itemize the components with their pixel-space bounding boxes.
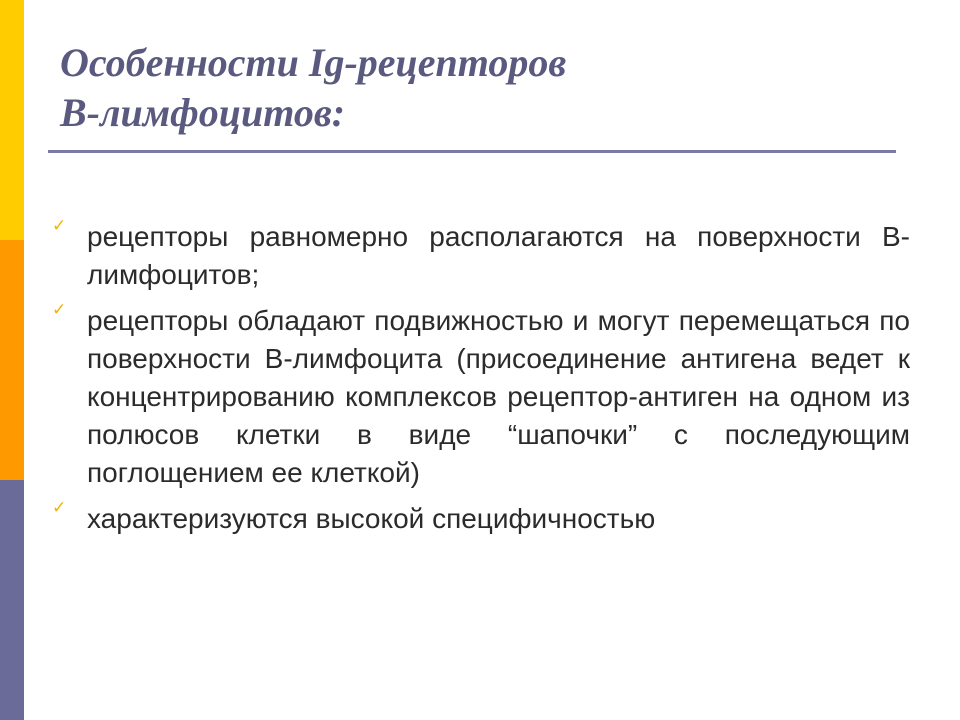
bullet-item-3	[50, 500, 910, 538]
checkmark-icon: ✓	[52, 498, 67, 518]
side-band-yellow	[0, 0, 24, 240]
title-underline	[48, 150, 896, 153]
checkmark-icon: ✓	[52, 300, 67, 320]
title-line-2: В-лимфоцитов:	[60, 90, 346, 135]
slide-title	[60, 38, 900, 138]
bullet-text-2: рецепторы обладают подвижностью и могут перемещаться по поверхности В-лимфоцита (присоединение антигена ведет к концентрированию комплексов рецептор-антиген на одном из полюсов клетки в виде “шапочки” с последующим поглощением ее клеткой)	[87, 305, 910, 488]
bullet-item-2	[50, 302, 910, 492]
bullet-text-1: рецепторы равномерно располагаются на поверхности В-лимфоцитов;	[87, 221, 910, 290]
title-line-1: Особенности Ig-рецепторов	[60, 40, 567, 85]
bullet-text-3: характеризуются высокой специфичностью	[87, 503, 656, 534]
checkmark-icon: ✓	[52, 216, 67, 236]
side-band-orange	[0, 240, 24, 480]
side-band-slate	[0, 480, 24, 720]
bullet-list	[50, 218, 910, 546]
bullet-item-1	[50, 218, 910, 294]
